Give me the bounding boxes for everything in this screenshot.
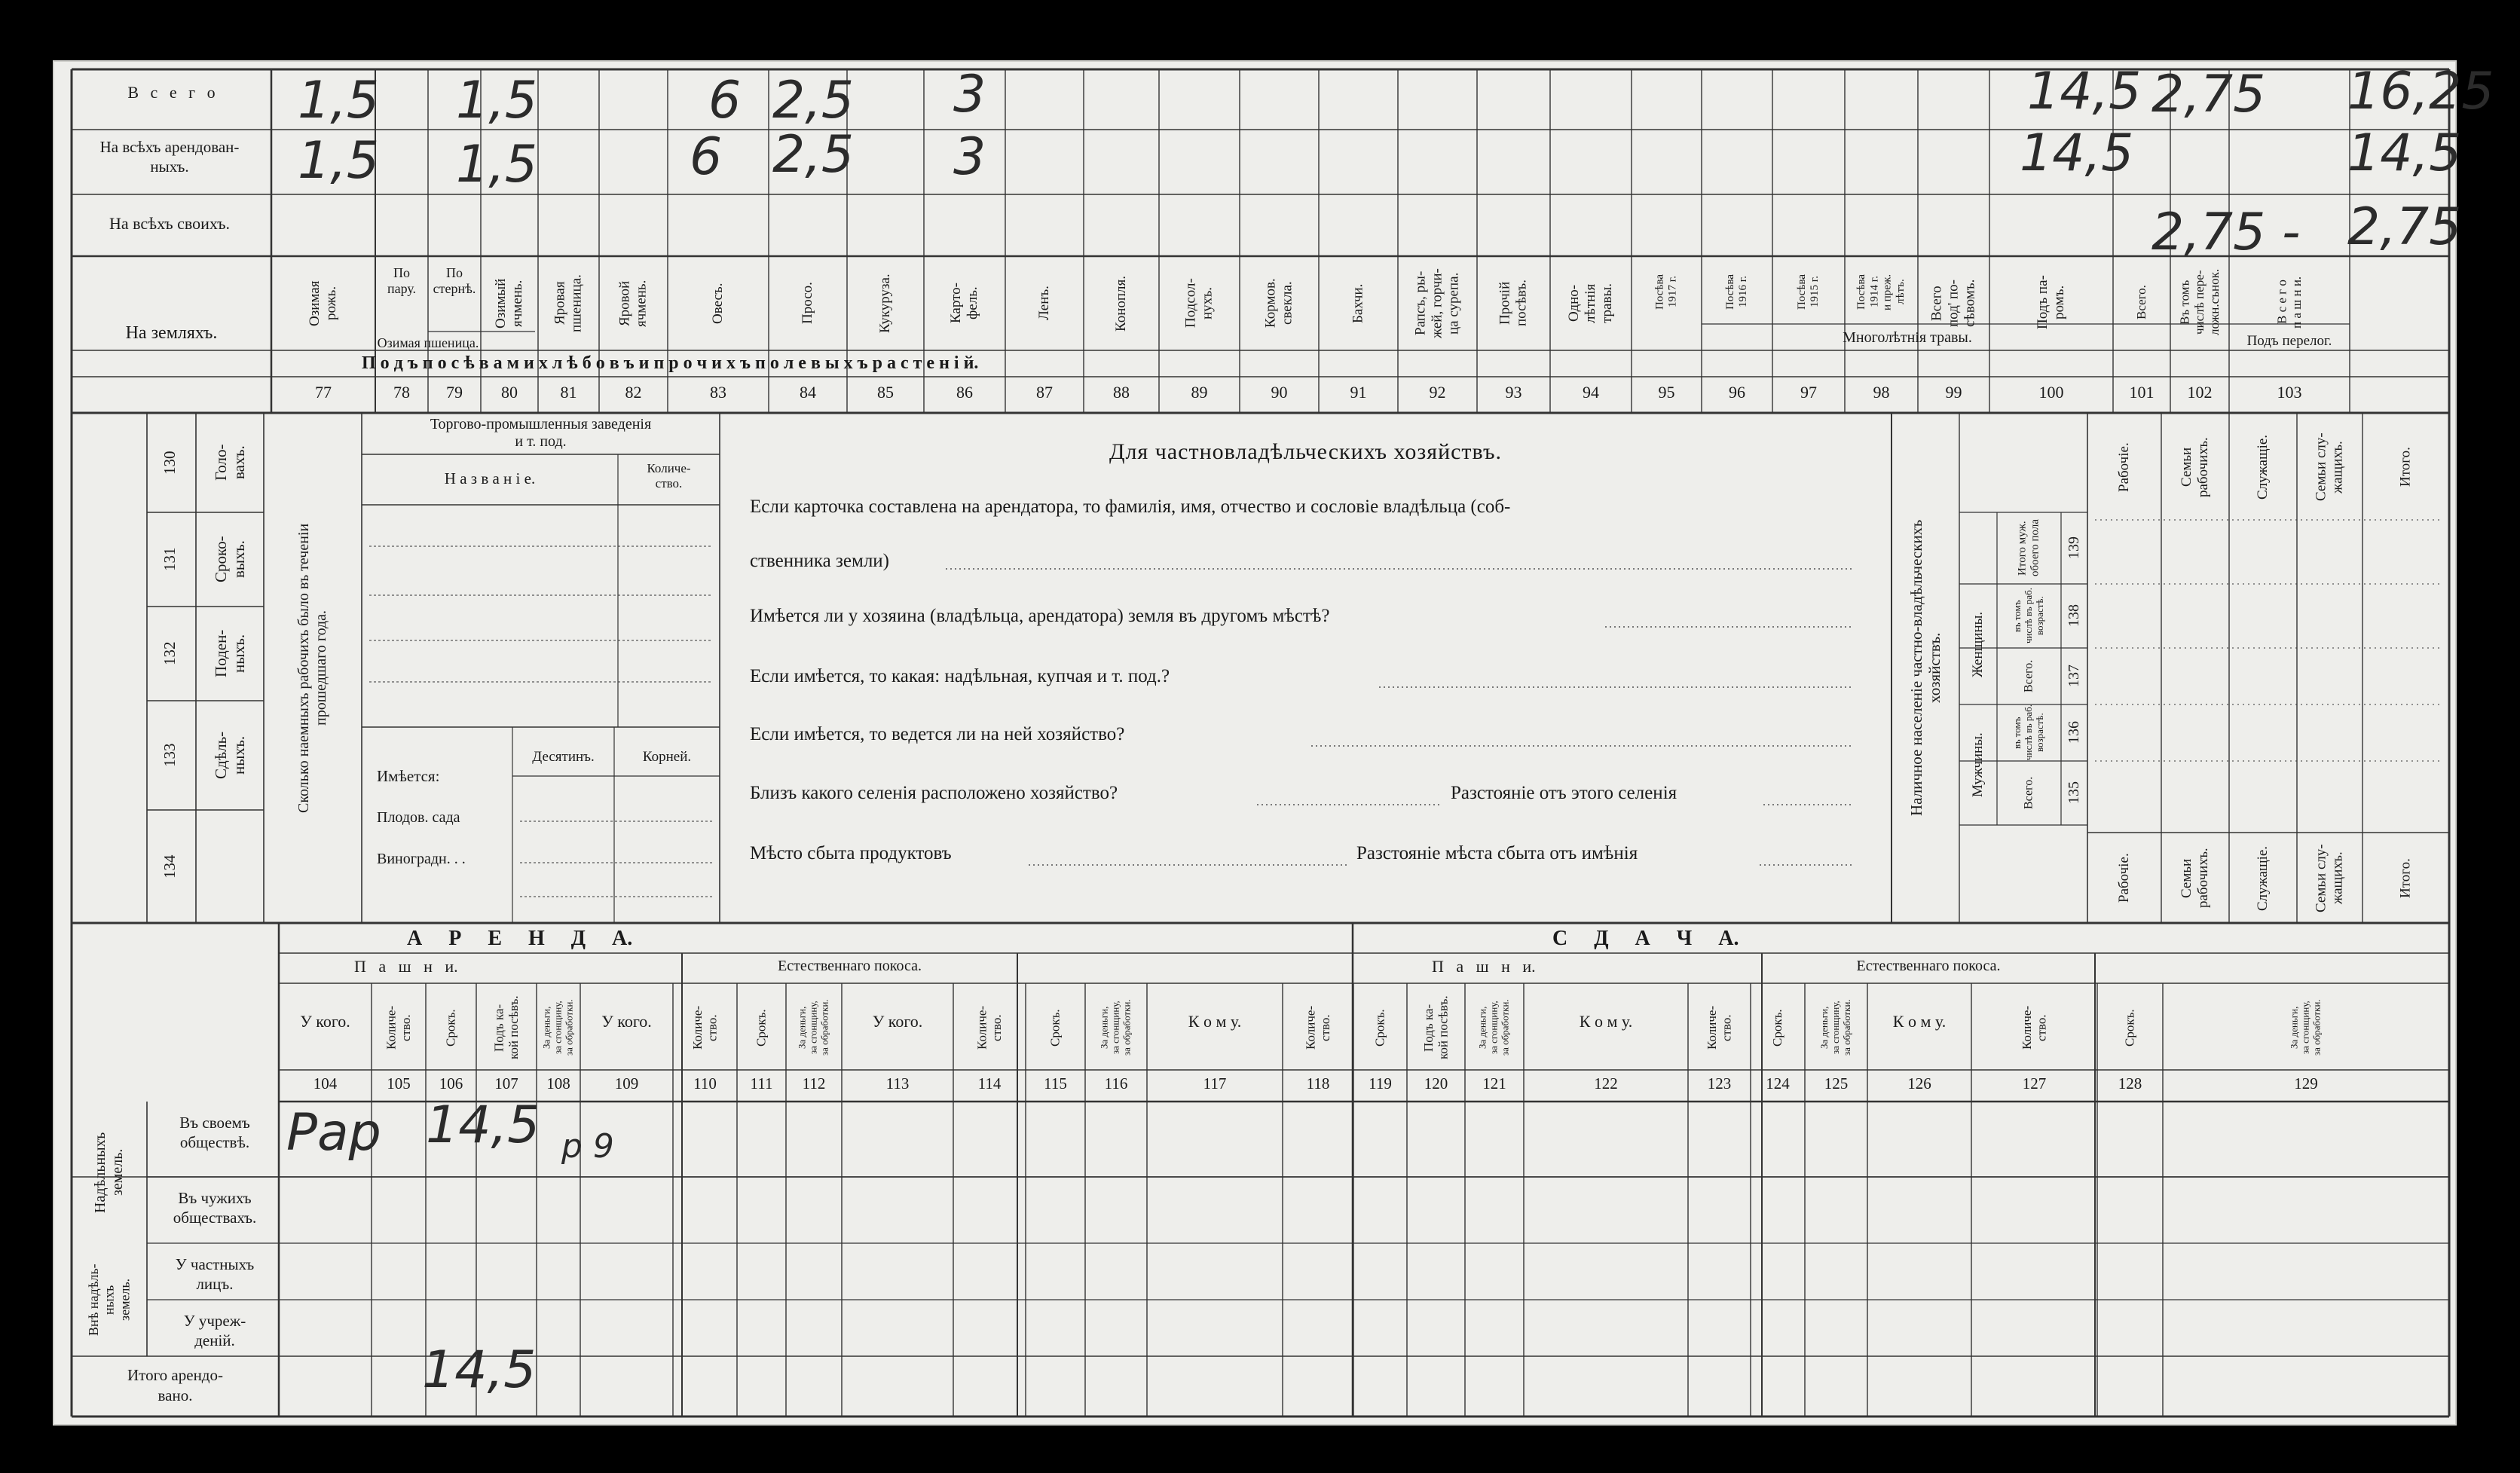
- question-q1b: ственника земли): [750, 551, 889, 571]
- rent-col-header: Количе- ство.: [974, 1005, 1004, 1050]
- crop-col-header: Посѣва 1914 г. и преж. лѣтъ.: [1855, 274, 1907, 310]
- ozimaya-pshenitsa-label: Озимая пшеница.: [377, 335, 479, 350]
- arenda-header: А Р Е Н Д А.: [407, 927, 633, 950]
- trade-title: Торгово-промышленныя заведенія и т. под.: [430, 416, 652, 450]
- handwritten-value: 3: [953, 65, 986, 124]
- handwritten-value: 1,5: [456, 135, 538, 194]
- rent-pokos: Естественнаго покоса.: [778, 958, 922, 974]
- rent-col-header: Срокъ.: [2122, 1009, 2137, 1047]
- staff-category: Семьи рабочихъ.: [2179, 848, 2211, 909]
- rent-col-number: 123: [1707, 1074, 1732, 1093]
- handwritten-value: 14,5: [426, 1096, 540, 1155]
- men-label: Мужчины.: [1970, 732, 1986, 797]
- hired-workers-question: Сколько наемныхъ рабочихъ было въ теченіи прошедшаго года.: [295, 523, 329, 813]
- handwritten-value: 1,5: [456, 71, 538, 130]
- rent-col-header: За деньги, за сгонщину, за обработки.: [1098, 999, 1133, 1056]
- hired-worker-count-col: 130: [160, 451, 179, 475]
- hired-worker-type: Сдѣль- ныхъ.: [211, 731, 248, 780]
- handwritten-value: Рар: [286, 1103, 381, 1163]
- rent-col-number: 105: [387, 1074, 411, 1093]
- vineyard-label: Виноградн. . .: [377, 851, 466, 867]
- handwritten-value: 14,5: [422, 1340, 537, 1400]
- crop-col-number: 90: [1271, 383, 1288, 402]
- rent-col-number: 126: [1907, 1074, 1931, 1093]
- crop-col-header: Яровой ячмень.: [616, 280, 650, 327]
- crop-col-number: 86: [956, 383, 973, 402]
- crop-col-number: 96: [1729, 383, 1745, 402]
- rent-col-header: У кого.: [872, 1012, 923, 1031]
- distance-market: Разстояніе мѣста сбыта отъ имѣнія: [1356, 843, 1638, 863]
- has-label: Имѣется:: [377, 767, 440, 785]
- handwritten-value: 14,5: [2020, 124, 2134, 183]
- question-q3: Если имѣется, то какая: надѣльная, купчая и т. под.?: [750, 666, 1170, 686]
- rent-col-number: 129: [2294, 1074, 2318, 1093]
- handwritten-value: 14,5: [2347, 124, 2462, 183]
- crop-col-number: 85: [877, 383, 894, 402]
- rent-col-number: 106: [439, 1074, 463, 1093]
- question-q2: Имѣется ли у хозяина (владѣльца, арендатора) земля въ другомъ мѣстѣ?: [750, 606, 1330, 626]
- rent-col-header: Количе- ство.: [384, 1005, 413, 1050]
- crop-col-header: По пару.: [387, 265, 417, 296]
- rent-col-header: Срокъ.: [754, 1009, 769, 1047]
- rent-col-number: 124: [1766, 1074, 1790, 1093]
- population-col-number: 135: [2066, 781, 2082, 805]
- total-both-sexes: Итого муж. обоего пола: [2016, 519, 2041, 577]
- itogo-rented: Итого арендо- вано.: [127, 1366, 223, 1405]
- staff-category: Семьи слу- жащихъ.: [2313, 432, 2346, 502]
- rent-col-header: За деньги, за сгонщину, за обработки.: [1818, 999, 1852, 1056]
- crop-col-number: 82: [625, 383, 642, 402]
- rent-col-number: 121: [1482, 1074, 1506, 1093]
- crop-col-number: 101: [2129, 383, 2155, 402]
- staff-category: Итого.: [2397, 858, 2414, 898]
- crop-col-header: Карто- фель.: [948, 283, 980, 324]
- handwritten-value: 2,5: [772, 71, 855, 130]
- row-label-total: В с е г о: [127, 83, 219, 102]
- rent-col-number: 104: [313, 1074, 338, 1093]
- crop-col-header: В с е г о п а ш н и.: [2274, 276, 2304, 329]
- crop-col-number: 91: [1350, 383, 1367, 402]
- rent-col-number: 122: [1594, 1074, 1618, 1093]
- hired-worker-type: Голо- вахъ.: [211, 444, 248, 481]
- staff-category: Рабочіе.: [2116, 442, 2133, 492]
- staff-category: Рабочіе.: [2116, 853, 2133, 903]
- crop-col-number: 97: [1800, 383, 1817, 402]
- crop-col-header: Въ томъ числѣ пере- ложн.сънок.: [2177, 268, 2222, 336]
- rent-col-number: 108: [546, 1074, 570, 1093]
- rent-col-header: К о м у.: [1892, 1012, 1947, 1031]
- sdacha-header: С Д А Ч А.: [1552, 927, 1739, 950]
- question-q4: Если имѣется, то ведется ли на ней хозяйство?: [750, 724, 1125, 744]
- crop-col-number: 98: [1873, 383, 1890, 402]
- rent-col-number: 115: [1044, 1074, 1067, 1093]
- rent-col-header: Количе- ство.: [1704, 1005, 1734, 1050]
- hired-worker-count-col: 133: [160, 743, 179, 768]
- trade-qty-col: Количе- ство.: [647, 461, 691, 490]
- crop-col-number: 99: [1945, 383, 1962, 402]
- rent-col-number: 125: [1824, 1074, 1849, 1093]
- crop-col-header: Яровая пшеница.: [552, 274, 585, 332]
- population-col-number: 138: [2066, 604, 2082, 628]
- crop-col-number: 84: [800, 383, 816, 402]
- handwritten-value: р 9: [561, 1127, 614, 1166]
- desyatin-col: Десятинъ.: [532, 749, 595, 765]
- population-title: Наличное населеніе частно-владѣльческихъ хозяйствъ.: [1907, 519, 1944, 817]
- crop-col-header: По стернѣ.: [433, 265, 476, 296]
- women-label: Женщины.: [1970, 611, 1986, 677]
- rent-col-number: 116: [1104, 1074, 1128, 1093]
- rent-col-header: Количе- ство.: [1303, 1005, 1332, 1050]
- handwritten-value: 1,5: [298, 71, 380, 130]
- crop-col-header: Всего под' по- сѣвомъ.: [1928, 279, 1978, 328]
- staff-category: Семьи рабочихъ.: [2179, 437, 2211, 497]
- crop-col-number: 81: [560, 383, 577, 402]
- crop-col-number: 80: [501, 383, 518, 402]
- rent-row-label: Въ своемъ обществѣ.: [179, 1114, 250, 1152]
- crop-col-number: 102: [2187, 383, 2213, 402]
- population-col-number: 139: [2066, 536, 2082, 560]
- crop-col-header: Всего.: [2134, 285, 2149, 319]
- mnogoletnie-label: Многолѣтнія травы.: [1843, 329, 1972, 346]
- handwritten-value: 6: [708, 71, 742, 130]
- crop-area-label: На земляхъ.: [125, 323, 218, 343]
- crop-col-number: 89: [1191, 383, 1208, 402]
- rent-col-header: За деньги, за сгонщину, за обработки.: [1476, 999, 1511, 1056]
- crop-col-number: 88: [1113, 383, 1130, 402]
- population-col-number: 136: [2066, 721, 2082, 744]
- rent-col-header: У кого.: [601, 1012, 652, 1031]
- rent-col-number: 112: [802, 1074, 826, 1093]
- crop-col-header: Посѣва 1916 г.: [1723, 274, 1749, 310]
- staff-category: Семьи слу- жащихъ.: [2313, 844, 2346, 912]
- question-q1a: Если карточка составлена на арендатора, то фамилія, имя, отчество и сословіе владѣльца (соб-: [750, 497, 1511, 517]
- crop-col-header: Озимый ячмень.: [493, 278, 525, 329]
- crop-col-number: 100: [2038, 383, 2064, 402]
- rent-col-number: 113: [885, 1074, 910, 1093]
- men-workers: въ томъ числѣ въ раб. возрастѣ.: [2011, 704, 2045, 761]
- crop-col-header: Подъ па- ромъ.: [2035, 275, 2067, 329]
- rent-col-header: Подъ ка- кой посѣвъ.: [491, 995, 521, 1060]
- row-label-rented: На всѣхъ арендован- ныхъ.: [99, 138, 240, 176]
- population-col-number: 137: [2066, 665, 2082, 688]
- crop-col-header: Подсол- нухъ.: [1182, 278, 1216, 329]
- crop-col-number: 78: [393, 383, 410, 402]
- rent-col-number: 118: [1306, 1074, 1330, 1093]
- crop-col-number: 77: [315, 383, 332, 402]
- rent-col-header: К о м у.: [1579, 1012, 1633, 1031]
- rent-col-header: За деньги, за сгонщину, за обработки.: [2288, 999, 2323, 1056]
- rent-col-header: Срокъ.: [1770, 1009, 1785, 1047]
- handwritten-value: 14,5: [2027, 62, 2142, 121]
- question-q5: Близъ какого селенія расположено хозяйство?: [750, 783, 1118, 803]
- handwritten-value: 6: [690, 127, 723, 187]
- rent-col-header: Срокъ.: [1047, 1009, 1063, 1047]
- rent-col-number: 127: [2022, 1074, 2047, 1093]
- census-card-sheet: [53, 60, 2494, 1426]
- distance-village: Разстояніе отъ этого селенія: [1451, 783, 1677, 803]
- korney-col: Корней.: [642, 749, 692, 765]
- hired-worker-count-col: 134: [160, 854, 179, 879]
- rent-col-header: Количе- ство.: [2019, 1005, 2049, 1050]
- crop-col-header: Ленъ.: [1036, 286, 1053, 321]
- hired-worker-count-col: 132: [160, 641, 179, 666]
- crop-col-header: Рапсъ, ры- жей, горчи- ца сурепа.: [1412, 268, 1462, 338]
- crop-col-header: Посѣва 1915 г.: [1795, 274, 1821, 310]
- rent-col-header: Срокъ.: [1372, 1009, 1387, 1047]
- rent-col-number: 120: [1424, 1074, 1448, 1093]
- rent-col-header: Срокъ.: [443, 1009, 458, 1047]
- rent-col-number: 111: [750, 1074, 773, 1093]
- crop-col-number: 87: [1036, 383, 1053, 402]
- crop-col-number: 95: [1658, 383, 1675, 402]
- crop-col-header: Просо.: [800, 282, 816, 325]
- hired-worker-type: Сроко- выхъ.: [211, 536, 248, 583]
- rent-col-number: 109: [614, 1074, 639, 1093]
- crop-banner: П о д ъ п о с ѣ в а м и х л ѣ б о в ъ и п р о ч и х ъ п о л е в ы х ъ р а с т е н і й.: [362, 353, 979, 373]
- rent-col-header: К о м у.: [1188, 1012, 1242, 1031]
- orchard-label: Плодов. сада: [377, 809, 460, 826]
- private-estate-title: Для частновладѣльческихъ хозяйствъ.: [1109, 439, 1502, 464]
- rent-col-number: 117: [1203, 1074, 1227, 1093]
- women-workers: въ томъ числѣ въ раб. возрастѣ.: [2011, 588, 2045, 644]
- handwritten-value: 2,5: [772, 125, 855, 185]
- handwritten-value: 16,25: [2347, 62, 2494, 121]
- hired-worker-count-col: 131: [160, 547, 179, 572]
- rent-col-header: У кого.: [300, 1012, 350, 1031]
- crop-col-header: Бахчи.: [1350, 283, 1366, 323]
- rent-row-label: Въ чужихъ обществахъ.: [173, 1189, 257, 1227]
- rent-row-label: У учреж- деній.: [183, 1312, 246, 1350]
- pod-perelog-label: Подъ перелог.: [2246, 333, 2332, 349]
- crop-col-number: 92: [1429, 383, 1446, 402]
- staff-category: Служащіе.: [2255, 434, 2271, 500]
- crop-col-header: Овесъ.: [710, 283, 726, 324]
- men-total: Всего.: [2022, 776, 2035, 810]
- rent-col-number: 114: [977, 1074, 1002, 1093]
- staff-category: Итого.: [2397, 447, 2414, 487]
- rent-col-header: Количе- ство.: [690, 1005, 720, 1050]
- rent-pashni: П а ш н и.: [354, 957, 458, 976]
- handwritten-value: 2,75: [2347, 197, 2462, 257]
- row-label-own: На всѣхъ своихъ.: [109, 214, 230, 233]
- handwritten-value: 3: [953, 127, 986, 187]
- rent-col-number: 119: [1369, 1074, 1392, 1093]
- rent-col-number: 107: [494, 1074, 518, 1093]
- women-total: Всего.: [2022, 659, 2035, 693]
- rent-col-header: За деньги, за сгонщину, за обработки.: [540, 999, 575, 1056]
- rent-col-number: 128: [2118, 1074, 2142, 1093]
- hired-worker-type: Поден- ныхъ.: [211, 629, 248, 678]
- crop-col-header: Кукуруза.: [877, 274, 894, 333]
- crop-col-header: Кормов. свекла.: [1262, 278, 1295, 329]
- crop-col-number: 93: [1505, 383, 1522, 402]
- crop-col-header: Конопля.: [1113, 275, 1130, 332]
- nadelnykh-label: Надѣльныхъ земель.: [92, 1132, 126, 1213]
- trade-name-col: Н а з в а н і е.: [444, 469, 536, 487]
- rent-col-number: 110: [693, 1074, 717, 1093]
- handwritten-value: 2,75: [2151, 65, 2266, 124]
- crop-col-number: 83: [710, 383, 726, 402]
- crop-col-header: Озимая рожь.: [307, 280, 339, 326]
- crop-col-number: 103: [2277, 383, 2302, 402]
- rent-pashni-2: П а ш н и.: [1432, 957, 1536, 976]
- crop-col-header: Одно- лѣтнія травы.: [1566, 283, 1615, 323]
- crop-col-number: 79: [446, 383, 463, 402]
- handwritten-value: 1,5: [298, 131, 380, 191]
- rent-pokos-2: Естественнаго покоса.: [1856, 958, 2001, 974]
- staff-category: Служащіе.: [2255, 845, 2271, 911]
- crop-col-number: 94: [1583, 383, 1599, 402]
- handwritten-value: 2,75 -: [2151, 203, 2301, 262]
- crop-col-header: Посѣва 1917 г.: [1653, 274, 1679, 310]
- crop-col-header: Прочій посѣвъ.: [1497, 280, 1530, 327]
- rent-col-header: Подъ ка- кой посѣвъ.: [1421, 995, 1451, 1060]
- rent-col-header: За деньги, за сгонщину, за обработки.: [796, 999, 830, 1056]
- rent-row-label: У частныхъ лицъ.: [175, 1255, 255, 1294]
- vne-nadel-label: Внѣ надѣль- ныхъ земель.: [85, 1264, 133, 1336]
- question-q6: Мѣсто сбыта продуктовъ: [750, 843, 952, 863]
